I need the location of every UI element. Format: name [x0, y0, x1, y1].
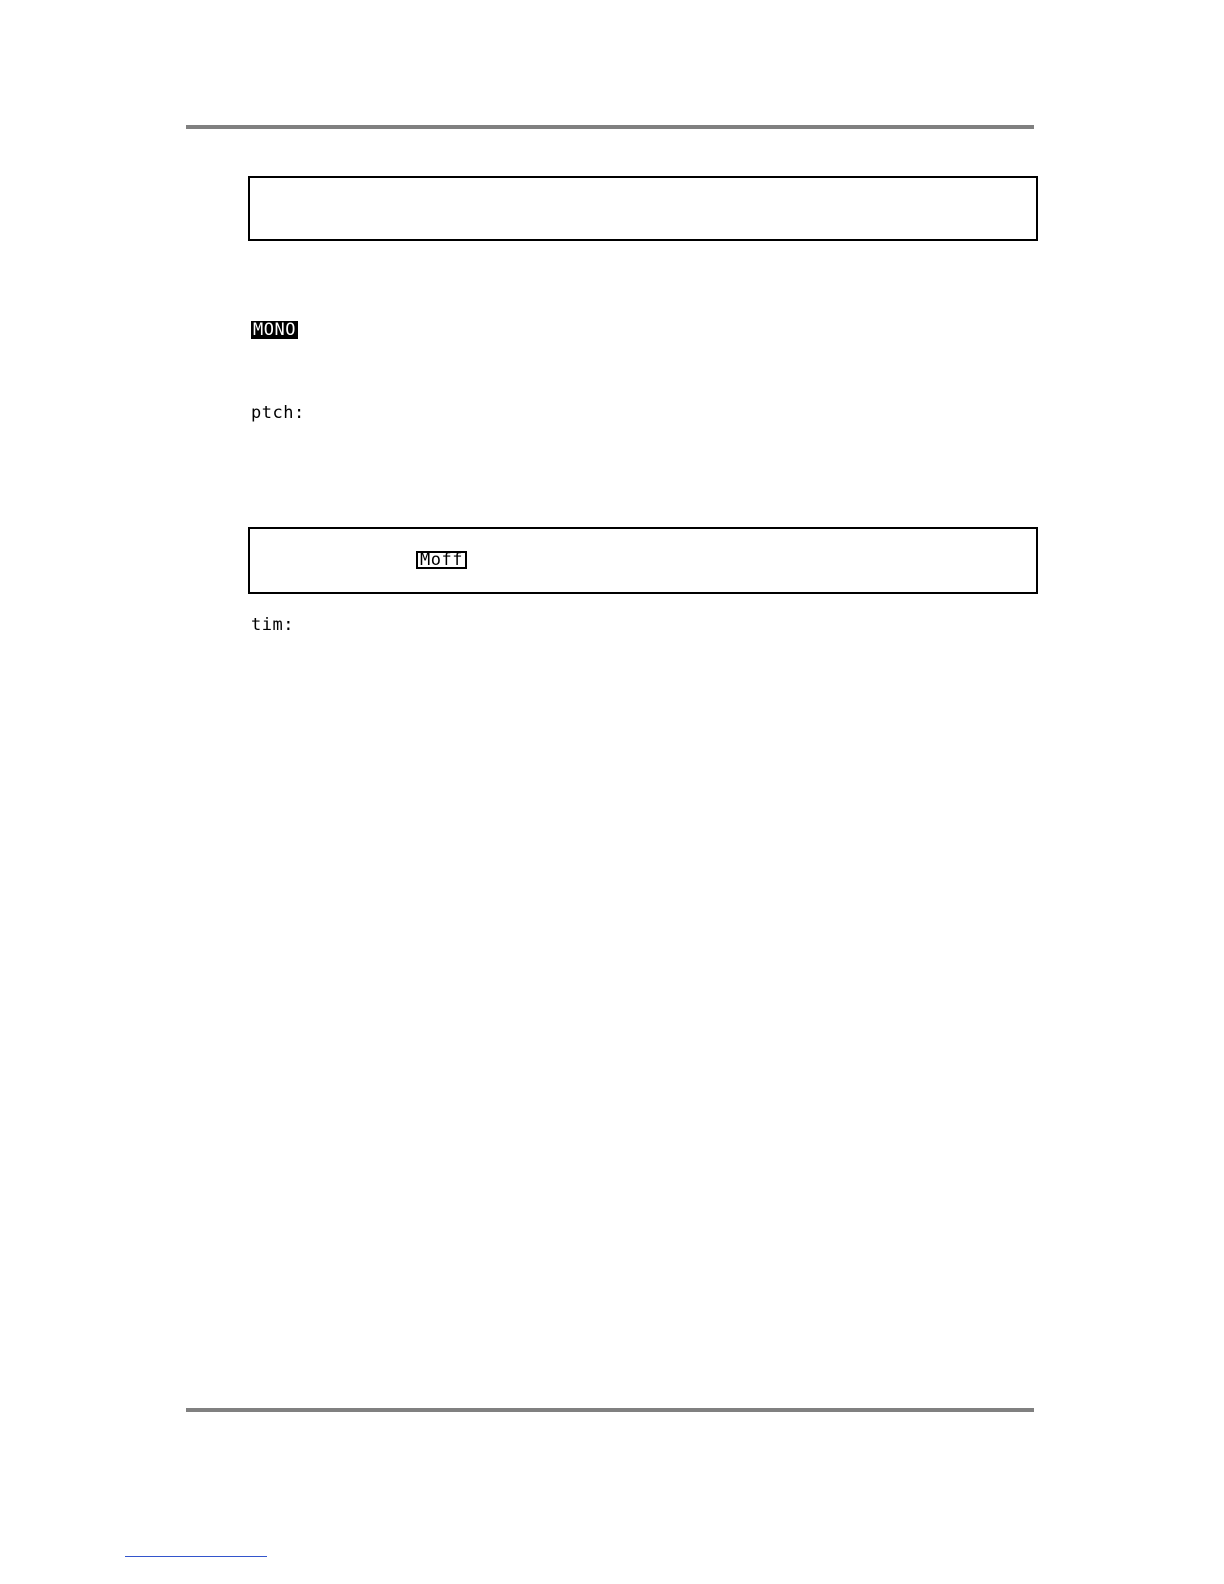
- header-rule: [186, 125, 1034, 129]
- tim-parameter-label: tim:: [251, 615, 294, 635]
- lcd-display-box-moff: [248, 527, 1038, 594]
- mono-mode-label: MONO: [253, 320, 296, 340]
- footer-link-underline[interactable]: [125, 1556, 267, 1557]
- lcd-display-box-empty: [248, 176, 1038, 241]
- moff-option-label: Moff: [416, 551, 467, 569]
- footer-rule: [186, 1408, 1034, 1412]
- ptch-parameter-label: ptch:: [251, 403, 305, 423]
